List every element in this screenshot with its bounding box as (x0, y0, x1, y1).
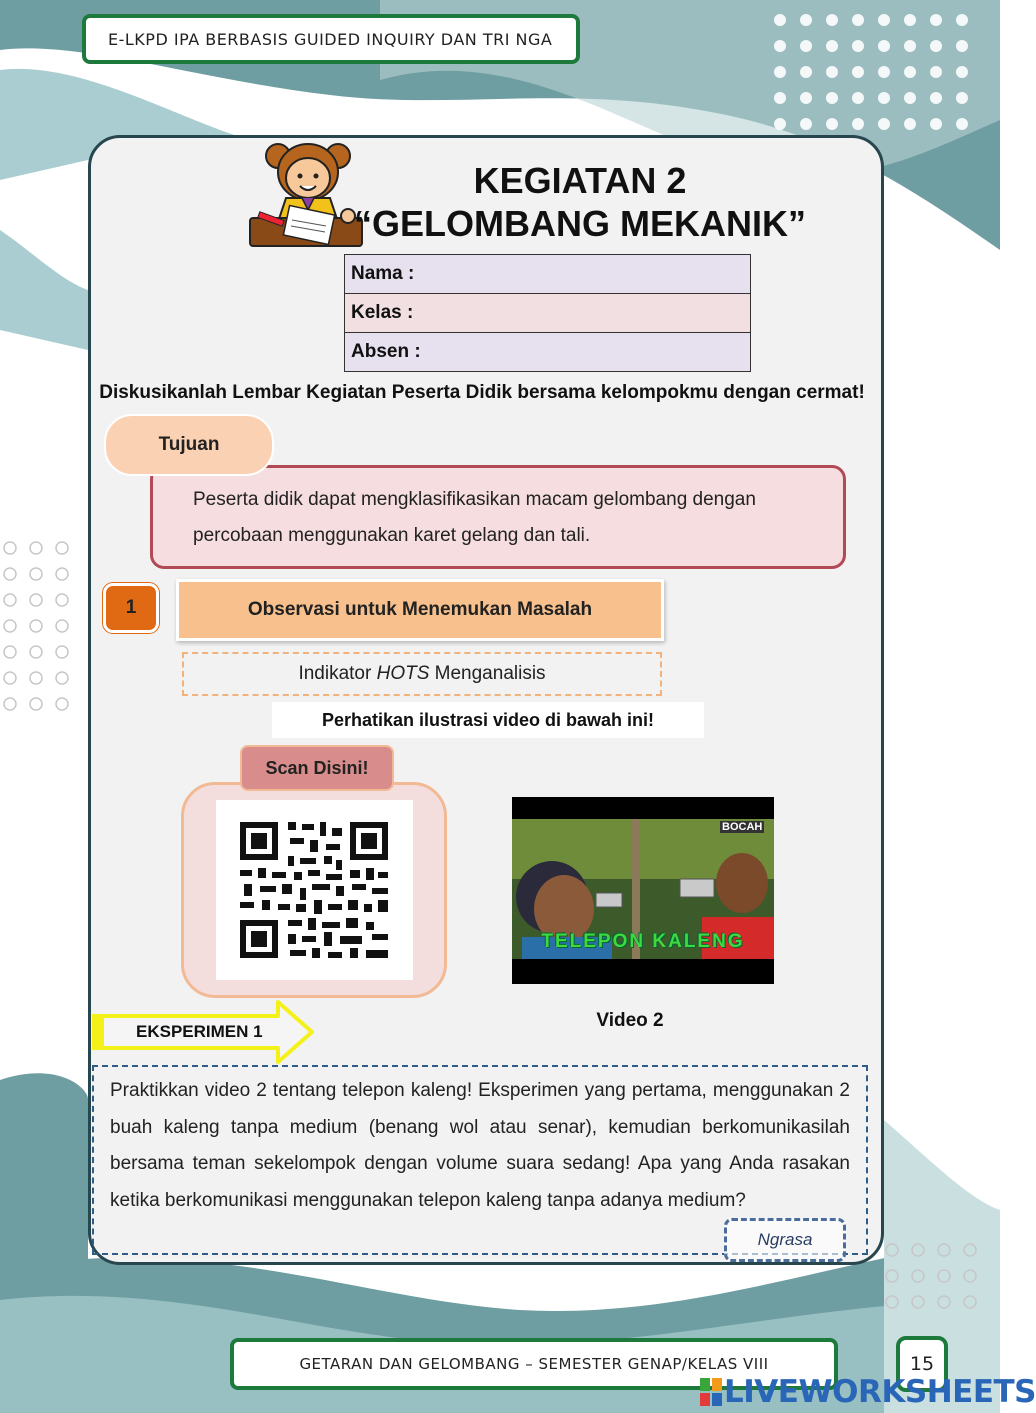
video-instruction: Perhatikan ilustrasi video di bawah ini! (272, 702, 704, 738)
student-writing-illustration (246, 138, 364, 250)
name-field[interactable]: Nama : (345, 255, 751, 294)
step-number-badge: 1 (103, 583, 159, 633)
objective-box (150, 465, 846, 569)
page-number: 15 (896, 1336, 948, 1392)
activity-subtitle: “GELOMBANG MEKANIK” (354, 203, 806, 244)
video-thumbnail[interactable] (512, 797, 774, 984)
ngrasa-tag: Ngrasa (724, 1218, 846, 1262)
class-field[interactable]: Kelas : (345, 294, 751, 333)
scan-label: Scan Disini! (240, 745, 394, 791)
activity-title: KEGIATAN 2 (473, 160, 687, 201)
identity-table (344, 254, 751, 372)
hots-indicator-emph: HOTS (376, 663, 430, 684)
experiment-text: Praktikkan video 2 tentang telepon kaleng! Eksperimen yang pertama, menggunakan 2 buah kaleng tanpa medium (benang wol atau senar), kemudian berkomunikasilah bersama teman sekelompok dengan volume suara sedang! Apa yang Anda rasakan ketika berkomunikasi menggunakan telepon kaleng tanpa adanya medium? (110, 1080, 850, 1211)
liveworksheets-logo-icon (700, 1378, 722, 1406)
hots-indicator-prefix: Indikator (298, 663, 377, 684)
experiment-label: EKSPERIMEN 1 (136, 1022, 263, 1041)
step-title: Observasi untuk Menemukan Masalah (176, 579, 664, 641)
objective-label: Tujuan (104, 414, 274, 476)
identity-row-name (345, 255, 751, 294)
qr-code-icon[interactable] (216, 800, 413, 980)
absen-field[interactable]: Absen : (345, 333, 751, 372)
video-channel-badge: BOCAH (722, 821, 763, 833)
video-overlay-text: TELEPON KALENG (541, 931, 745, 952)
dot-pattern-left (4, 542, 68, 710)
footer-text: GETARAN DAN GELOMBANG – SEMESTER GENAP/KELAS VIII (299, 1355, 769, 1373)
hots-indicator-suffix: Menganalisis (429, 663, 546, 684)
identity-row-absen (345, 333, 751, 372)
hots-indicator (182, 652, 662, 696)
qr-code-container[interactable] (216, 800, 413, 980)
identity-row-class (345, 294, 751, 333)
video-caption: Video 2 (596, 1010, 664, 1031)
header-title-box (82, 14, 580, 64)
discussion-instruction: Diskusikanlah Lembar Kegiatan Peserta Didik bersama kelompokmu dengan cermat! (99, 382, 865, 403)
objective-text: Peserta didik dapat mengklasifikasikan macam gelombang dengan percobaan menggunakan karet gelang dan tali. (193, 489, 756, 546)
liveworksheets-watermark: LIVEWORKSHEETS (724, 1374, 1036, 1410)
header-title: E-LKPD IPA BERBASIS GUIDED INQUIRY DAN TRI NGA (108, 29, 553, 49)
